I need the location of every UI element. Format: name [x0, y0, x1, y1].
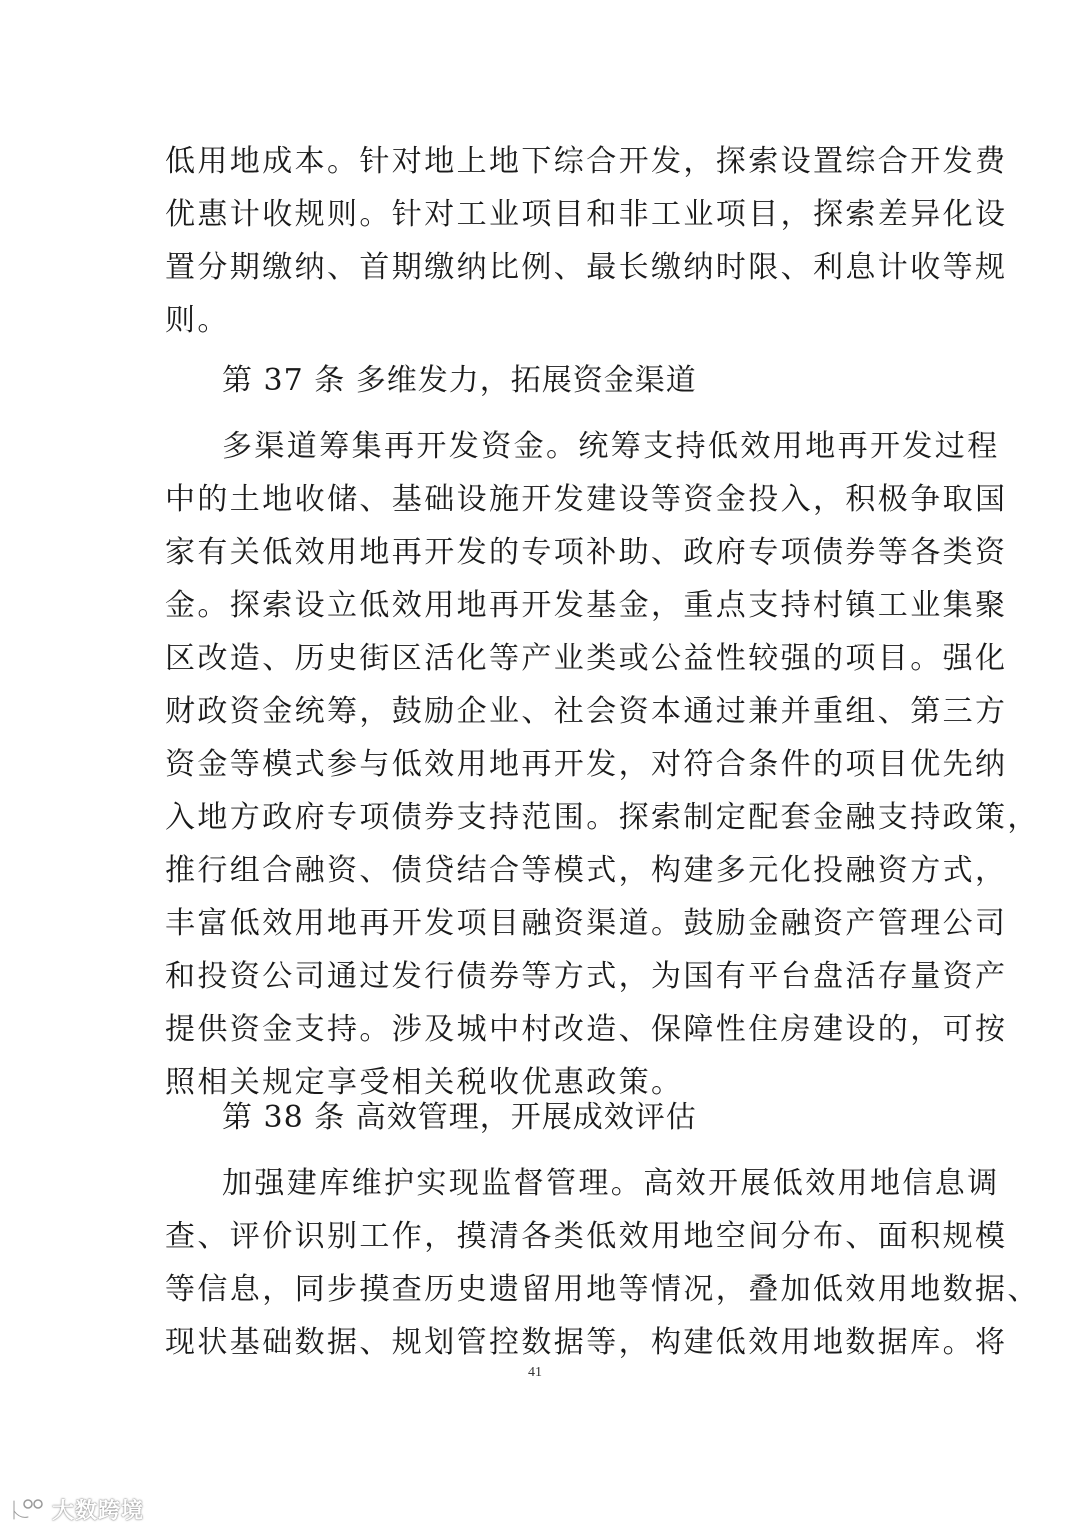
paragraph-line: 查、评价识别工作，摸清各类低效用地空间分布、面积规模 — [165, 1219, 1008, 1254]
paragraph-line: 金。探索设立低效用地再开发基金，重点支持村镇工业集聚 — [165, 588, 1008, 623]
paragraph-line: 财政资金统筹，鼓励企业、社会资本通过兼并重组、第三方 — [165, 694, 1008, 729]
paragraph-line: 区改造、历史街区活化等产业类或公益性较强的项目。强化 — [165, 641, 1008, 676]
paragraph-line: 则。 — [165, 303, 230, 338]
paragraph-line: 和投资公司通过发行债券等方式，为国有平台盘活存量资产 — [165, 959, 1008, 994]
paragraph-line: 中的土地收储、基础设施开发建设等资金投入，积极争取国 — [165, 482, 1008, 517]
article-38-heading: 第 38 条 高效管理，开展成效评估 — [222, 1100, 697, 1135]
watermark — [8, 1494, 144, 1525]
paragraph-line: 多渠道筹集再开发资金。统筹支持低效用地再开发过程 — [222, 429, 1000, 464]
paragraph-line: 照相关规定享受相关税收优惠政策。 — [165, 1065, 684, 1100]
watermark-text: 大数跨境 — [52, 1499, 145, 1524]
article-37-heading: 第 37 条 多维发力，拓展资金渠道 — [222, 363, 697, 398]
paragraph-line: 资金等模式参与低效用地再开发，对符合条件的项目优先纳 — [165, 747, 1008, 782]
paragraph-line: 现状基础数据、规划管控数据等，构建低效用地数据库。将 — [165, 1325, 1008, 1360]
paragraph-line: 低用地成本。针对地上地下综合开发，探索设置综合开发费 — [165, 144, 1008, 179]
page-number: 41 — [528, 1365, 542, 1380]
paragraph-line: 置分期缴纳、首期缴纳比例、最长缴纳时限、利息计收等规 — [165, 250, 1008, 285]
paragraph-line: 家有关低效用地再开发的专项补助、政府专项债券等各类资 — [165, 535, 1008, 570]
paragraph-line: 入地方政府专项债券支持范围。探索制定配套金融支持政策， — [165, 800, 1040, 835]
k100-logo-icon — [8, 1497, 48, 1523]
paragraph-line: 优惠计收规则。针对工业项目和非工业项目，探索差异化设 — [165, 197, 1008, 232]
paragraph-line: 推行组合融资、债贷结合等模式，构建多元化投融资方式， — [165, 853, 1008, 888]
paragraph-line: 等信息，同步摸查历史遗留用地等情况，叠加低效用地数据、 — [165, 1272, 1040, 1307]
paragraph-line: 加强建库维护实现监督管理。高效开展低效用地信息调 — [222, 1166, 1000, 1201]
paragraph-line: 丰富低效用地再开发项目融资渠道。鼓励金融资产管理公司 — [165, 906, 1008, 941]
paragraph-line: 提供资金支持。涉及城中村改造、保障性住房建设的，可按 — [165, 1012, 1008, 1047]
